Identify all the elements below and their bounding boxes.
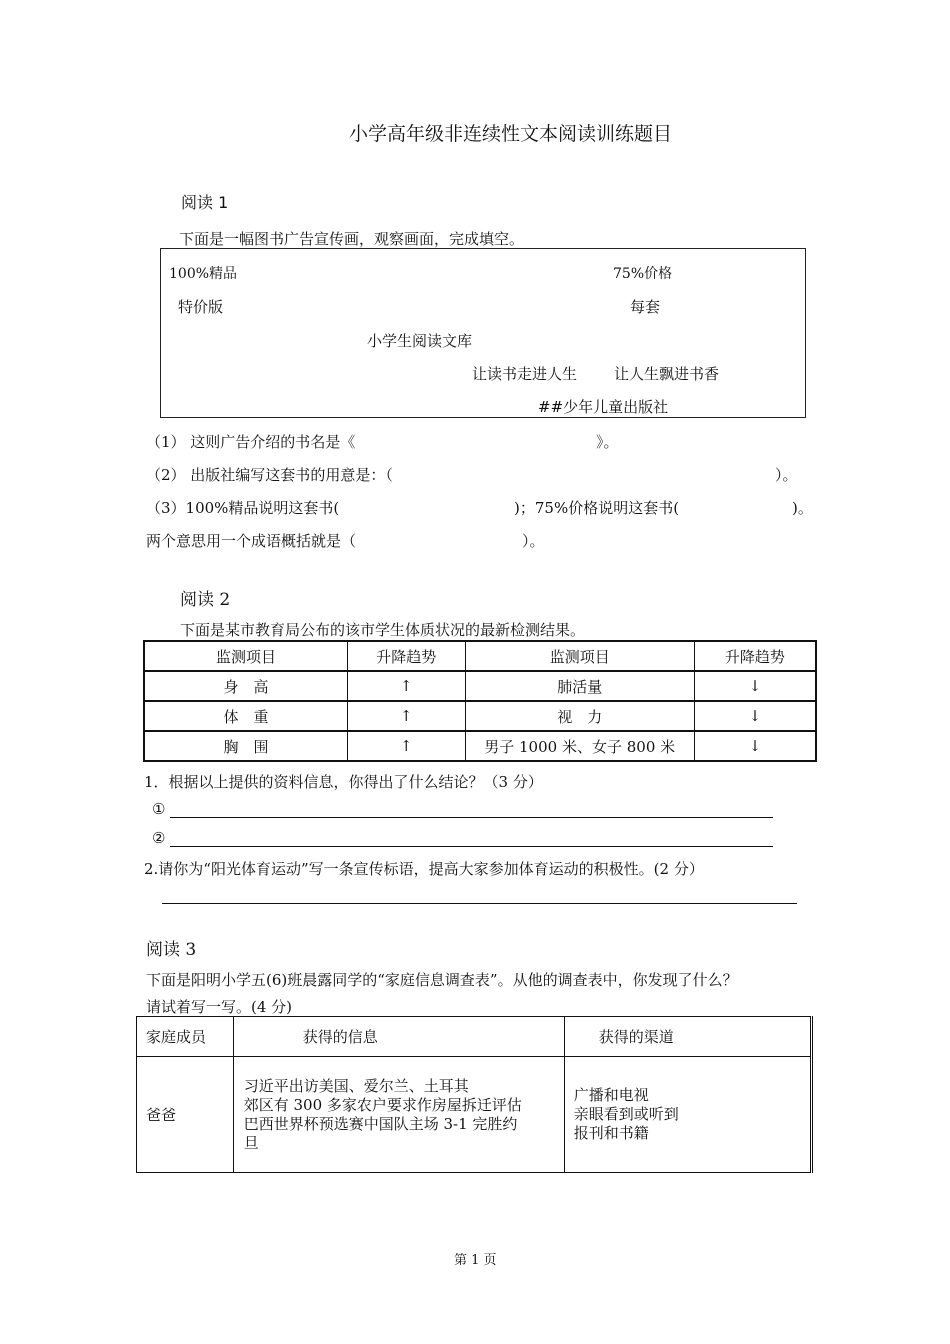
channel-line: 亲眼看到或听到 (573, 1105, 679, 1123)
header-cell: 监测项目 (465, 641, 694, 671)
reading1-question-3: （3）100%精品说明这套书( (146, 499, 340, 517)
page-title: 小学高年级非连续性文本阅读训练题目 (349, 123, 673, 145)
reading1-question-1-end: 》。 (596, 433, 619, 451)
reading2-question-1: 1．根据以上提供的资料信息，你得出了什么结论？（3 分） (144, 773, 543, 791)
channel-line: 报刊和书籍 (573, 1124, 649, 1142)
ad-slogan-1: 让读书走进人生 (472, 365, 578, 383)
reading1-question-2: （2） 出版社编写这套书的用意是：（ (146, 466, 393, 484)
table-cell: 肺活量 (465, 671, 694, 701)
header-cell: 获得的渠道 (564, 1017, 811, 1057)
ad-book-name: 小学生阅读文库 (367, 332, 473, 350)
table-cell: 男子 1000 米、女子 800 米 (465, 731, 694, 761)
reading1-question-3-idiom-end: ）。 (522, 532, 545, 550)
trend-up-icon: ↑ (347, 671, 465, 701)
reading1-question-2-end: ）。 (775, 466, 798, 484)
ad-slogan-2: 让人生飘进书香 (614, 365, 720, 383)
ad-quality: 100%精品 (169, 266, 238, 282)
header-cell: 升降趋势 (347, 641, 465, 671)
trend-up-icon: ↑ (347, 731, 465, 761)
header-cell: 监测项目 (144, 641, 347, 671)
header-cell: 获得的信息 (233, 1017, 564, 1057)
family-member-cell: 爸爸 (137, 1057, 234, 1173)
reading1-question-3-mid: )；75%价格说明这套书( (514, 499, 680, 517)
reading3-heading: 阅读 3 (146, 940, 197, 960)
answer-marker-2: ② (152, 829, 166, 847)
trend-down-icon: ↓ (694, 731, 816, 761)
reading1-intro: 下面是一幅图书广告宣传画，观察画面，完成填空。 (179, 230, 525, 248)
reading1-question-3-end: )。 (792, 499, 813, 517)
reading3-intro-line-1: 下面是阳明小学五(6)班晨露同学的“家庭信息调查表”。从他的调查表中，你发现了什么？ (146, 971, 738, 989)
answer-line-1[interactable] (170, 817, 773, 818)
reading2-intro: 下面是某市教育局公布的该市学生体质状况的最新检测结果。 (180, 621, 586, 639)
table-cell: 视 力 (465, 701, 694, 731)
page-footer: 第 1 页 (454, 1253, 497, 1268)
table-cell: 体 重 (144, 701, 347, 731)
table-header-row (137, 1017, 812, 1057)
family-survey-table (136, 1016, 813, 1173)
info-line: 郊区有 300 多家农户要求作房屋拆迁评估 (243, 1095, 522, 1114)
ad-edition: 特价版 (178, 298, 224, 316)
trend-up-icon: ↑ (347, 701, 465, 731)
info-line: 旦 (243, 1133, 259, 1152)
table-row (144, 701, 816, 731)
info-line: 巴西世界杯预选赛中国队主场 3-1 完胜约 (243, 1114, 518, 1133)
ad-price: 75%价格 (613, 266, 673, 282)
channel-cell (564, 1057, 811, 1173)
table-cell: 身 高 (144, 671, 347, 701)
answer-line-2[interactable] (170, 846, 773, 847)
reading3-intro-line-2: 请试着写一写。(4 分) (146, 998, 293, 1016)
info-line: 习近平出访美国、爱尔兰、土耳其 (243, 1076, 469, 1095)
table-row (144, 671, 816, 701)
ad-per-set: 每套 (630, 298, 661, 316)
table-row (137, 1057, 812, 1173)
fitness-table (143, 640, 817, 762)
table-cell: 胸 围 (144, 731, 347, 761)
info-cell (233, 1057, 564, 1173)
trend-down-icon: ↓ (694, 701, 816, 731)
book-ad-box (160, 248, 806, 418)
answer-marker-1: ① (152, 800, 166, 818)
reading1-heading: 阅读 1 (181, 193, 229, 212)
answer-line-slogan[interactable] (162, 903, 797, 904)
channel-line: 广播和电视 (573, 1086, 649, 1104)
ad-publisher: ##少年儿童出版社 (538, 398, 669, 416)
trend-down-icon: ↓ (694, 671, 816, 701)
reading1-question-3-idiom: 两个意思用一个成语概括就是（ (146, 532, 357, 550)
header-cell: 家庭成员 (137, 1017, 234, 1057)
reading2-question-2: 2.请你为“阳光体育运动”写一条宣传标语，提高大家参加体育运动的积极性。(2 分） (144, 860, 704, 878)
reading2-heading: 阅读 2 (180, 590, 231, 610)
reading1-question-1: （1） 这则广告介绍的书名是《 (146, 433, 356, 451)
header-cell: 升降趋势 (694, 641, 816, 671)
table-header-row (144, 641, 816, 671)
table-row (144, 731, 816, 761)
